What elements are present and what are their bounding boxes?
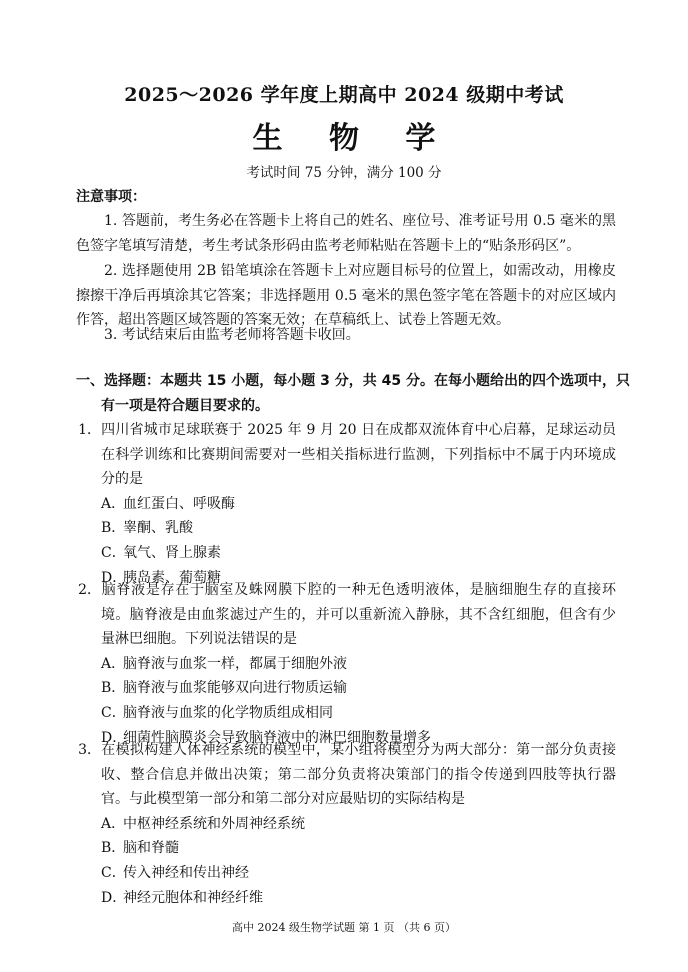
question-number: 1． [78, 422, 101, 438]
question-1 [76, 418, 616, 590]
page-footer: 高中 2024 级生物学试题 第 1 页 （共 6 页） [232, 921, 456, 934]
option-text: 传入神经和传出神经 [123, 864, 249, 881]
option-c [76, 541, 616, 566]
option-b [76, 836, 616, 861]
option-text: 氧气、肾上腺素 [123, 544, 221, 561]
option-letter: A． [101, 815, 126, 832]
question-stem [76, 578, 616, 652]
option-letter: A． [101, 655, 126, 672]
question-number: 2． [78, 582, 101, 598]
option-c [76, 701, 616, 726]
option-text: 神经元胞体和神经纤维 [123, 889, 263, 906]
question-2 [76, 578, 616, 750]
notice-item-1: 1. 答题前，考生务必在答题卡上将自己的姓名、座位号、准考证号用 0.5 毫米的黑色签字笔填写清楚，考生考试条形码由监考老师粘贴在答题卡上的“贴条形码区”。 [76, 213, 616, 254]
time-note: 考试时间 75 分钟，满分 100 分 [246, 165, 442, 181]
question-text: 四川省城市足球联赛于 2025 年 9 月 20 日在成都双流体育中心启幕，足球运动员在科学训练和比赛期间需要对一些相关指标进行监测，下列指标中不属于内环境成分的是 [101, 422, 616, 488]
option-letter: C． [101, 544, 126, 561]
option-text: 中枢神经系统和外周神经系统 [123, 815, 305, 832]
option-text: 脑和脊髓 [123, 840, 179, 857]
subject-title: 生 物 学 [252, 121, 454, 156]
question-text: 脑脊液是存在于脑室及蛛网膜下腔的一种无色透明液体，是脑细胞生存的直接环境。脑脊液是由血浆滤过产生的，并可以重新流入静脉，其不含红细胞，但含有少量淋巴细胞。下列说法错误的是 [101, 582, 616, 648]
option-letter: D． [101, 569, 127, 586]
option-a [76, 652, 616, 677]
question-stem [76, 738, 616, 812]
option-text: 脑脊液与血浆一样，都属于细胞外液 [123, 655, 347, 672]
question-stem [76, 418, 616, 492]
option-text: 细菌性脑膜炎会导致脑脊液中的淋巴细胞数量增多 [123, 729, 431, 746]
option-letter: D． [101, 889, 127, 906]
option-letter: C． [101, 864, 126, 881]
question-3 [76, 738, 616, 910]
option-a [76, 492, 616, 517]
option-b [76, 516, 616, 541]
notice-heading: 注意事项： [76, 189, 146, 205]
section-heading: 一、选择题：本题共 15 小题，每小题 3 分，共 45 分。在每小题给出的四个选项中，只有一项是符合题目要求的。 [76, 373, 630, 414]
option-letter: C． [101, 704, 126, 721]
option-text: 睾酮、乳酸 [123, 520, 193, 537]
notice-item-3: 3. 考试结束后由监考老师将答题卡收回。 [104, 327, 360, 343]
option-text: 胰岛素、葡萄糖 [123, 569, 221, 586]
option-letter: B． [101, 680, 126, 697]
option-d [76, 886, 616, 911]
option-letter: B． [101, 840, 126, 857]
option-c [76, 861, 616, 886]
option-a [76, 812, 616, 837]
question-number: 3． [78, 742, 101, 758]
option-letter: D． [101, 729, 127, 746]
option-letter: B． [101, 520, 126, 537]
notice-item-2: 2. 选择题使用 2B 铅笔填涂在答题卡上对应题目标号的位置上，如需改动，用橡皮擦擦干净后再填涂其它答案；非选择题用 0.5 毫米的黑色签字笔在答题卡的对应区域内作答，超出答题区域答题的答案无效；在草稿纸上、试卷上答题无效。 [76, 263, 616, 329]
option-letter: A． [101, 495, 126, 512]
option-b [76, 676, 616, 701]
exam-title: 2025～2026 学年度上期高中 2024 级期中考试 [124, 84, 564, 106]
option-text: 脑脊液与血浆能够双向进行物质运输 [123, 680, 347, 697]
question-text: 在模拟构建人体神经系统的模型中，某小组将模型分为两大部分：第一部分负责接收、整合信息并做出决策；第二部分负责将决策部门的指令传递到四肢等执行器官。与此模型第一部分和第二部分对应最贴切的实际结构是 [101, 742, 616, 808]
option-text: 血红蛋白、呼吸酶 [123, 495, 235, 512]
option-text: 脑脊液与血浆的化学物质组成相同 [123, 704, 333, 721]
